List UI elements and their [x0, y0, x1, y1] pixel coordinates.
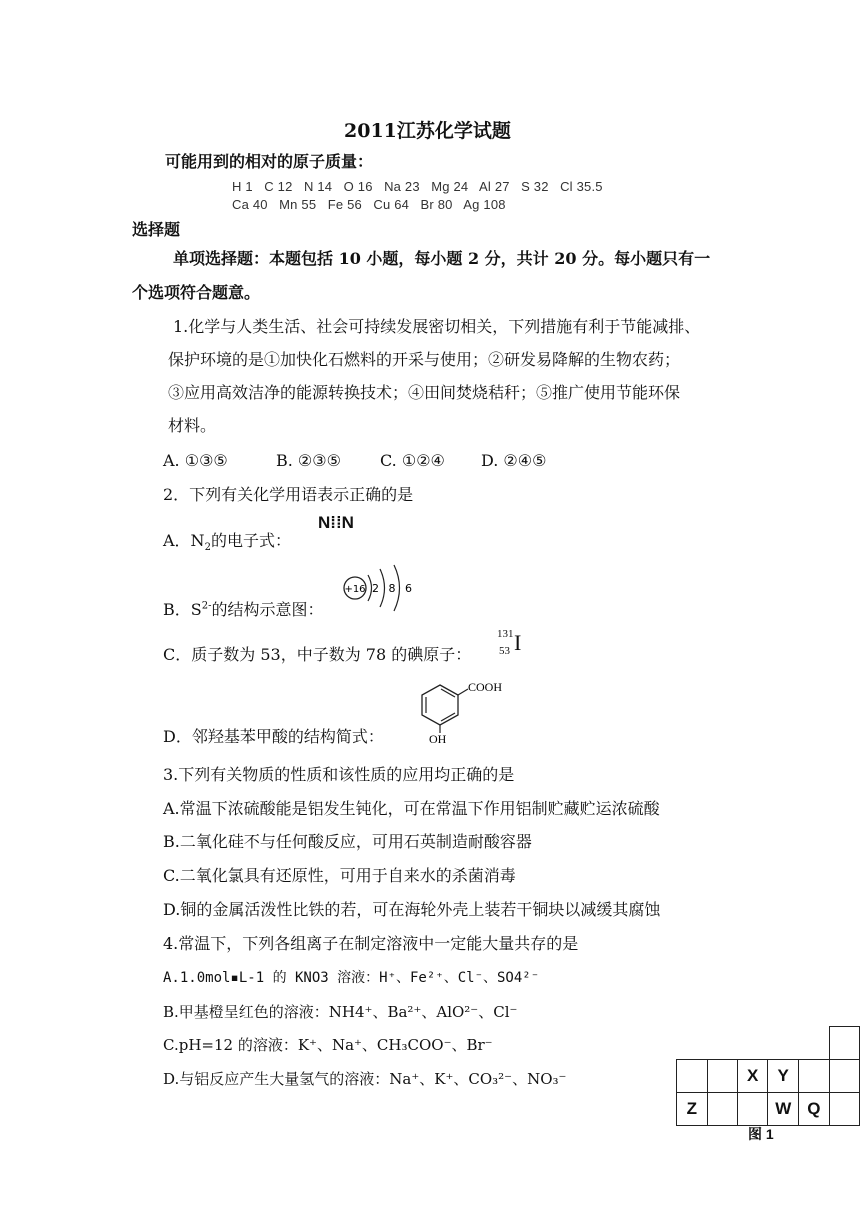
atomic-mass-line-2: Ca 40 Mn 55 Fe 56 Cu 64 Br 80 Ag 108	[232, 197, 506, 212]
grid-cell	[737, 1093, 768, 1126]
electron-shells: 2 8 6	[372, 582, 415, 595]
instruction-line-1: 单项选择题：本题包括 10 小题，每小题 2 分，共计 20 分。每小题只有一	[173, 249, 711, 268]
question-4-stem: 4.常温下，下列各组离子在制定溶液中一定能大量共存的是	[163, 934, 579, 953]
grid-cell	[799, 1027, 830, 1060]
grid-cell	[768, 1027, 799, 1060]
question-4-option-a: A.1.0mol▪L-1 的 KNO3 溶液：H⁺、Fe²⁺、Cl⁻、SO4²⁻	[163, 970, 540, 986]
question-3-option-b: B.二氧化硅不与任何酸反应，可用石英制造耐酸容器	[163, 832, 532, 851]
sulfide-ion-structure-diagram	[338, 563, 418, 613]
question-2-option-d: D．邻羟基苯甲酸的结构简式：	[163, 727, 384, 746]
question-1-line-3: ③应用高效洁净的能源转换技术；④田间焚烧秸秆；⑤推广使用节能环保	[168, 383, 681, 402]
instruction-line-2: 个选项符合题意。	[132, 283, 261, 302]
atomic-mass-line-1: H 1 C 12 N 14 O 16 Na 23 Mg 24 Al 27 S 32 Cl 35.5	[232, 179, 603, 194]
question-1-option-b: B. ②③⑤	[276, 451, 341, 470]
question-4-option-b: B.甲基橙呈红色的溶液：NH4⁺、Ba²⁺、AlO²⁻、Cl⁻	[163, 1003, 518, 1021]
grid-cell	[677, 1027, 708, 1060]
grid-cell	[799, 1060, 830, 1093]
figure-1-periodic-grid	[676, 1026, 860, 1126]
grid-cell	[677, 1060, 708, 1093]
question-2-option-c: C．质子数为 53，中子数为 78 的碘原子：	[163, 645, 472, 664]
cooh-label: COOH	[468, 680, 503, 694]
grid-cell	[707, 1027, 737, 1060]
question-3-option-d: D.铜的金属活泼性比铁的若，可在海轮外壳上装若干铜块以减缓其腐蚀	[163, 900, 661, 919]
question-3-stem: 3.下列有关物质的性质和该性质的应用均正确的是	[163, 765, 515, 784]
oh-label: OH	[429, 732, 447, 745]
iodine-atomic-number: 53	[499, 645, 510, 657]
page-title: 2011江苏化学试题	[344, 120, 511, 142]
atomic-mass-heading: 可能用到的相对的原子质量：	[165, 152, 374, 171]
grid-cell-z: Z	[677, 1093, 708, 1126]
nucleus-charge: +16	[344, 584, 366, 595]
question-1-line-2: 保护环境的是①加快化石燃料的开采与使用；②研发易降解的生物农药；	[168, 350, 681, 369]
question-1-option-a: A. ①③⑤	[163, 451, 228, 470]
iodine-symbol: I	[514, 630, 522, 655]
grid-cell	[829, 1027, 859, 1060]
grid-cell-w: W	[768, 1093, 799, 1126]
question-4-option-c: C.pH=12 的溶液：K⁺、Na⁺、CH₃COO⁻、Br⁻	[163, 1036, 493, 1054]
question-3-option-c: C.二氧化氯具有还原性，可用于自来水的杀菌消毒	[163, 866, 516, 885]
grid-cell	[829, 1060, 859, 1093]
question-2-option-b: B．$S^{2-}$的结构示意图：	[163, 600, 324, 619]
figure-1-caption: 图 1	[748, 1126, 774, 1142]
question-1-option-c: C. ①②④	[380, 451, 445, 470]
hydroxybenzoic-acid-structure	[410, 675, 520, 745]
grid-cell	[707, 1093, 737, 1126]
grid-cell	[737, 1027, 768, 1060]
question-1-option-d: D. ②④⑤	[481, 451, 547, 470]
question-4-option-d: D.与铝反应产生大量氢气的溶液：Na⁺、K⁺、CO₃²⁻、NO₃⁻	[163, 1070, 567, 1088]
grid-cell-y: Y	[768, 1060, 799, 1093]
grid-cell	[707, 1060, 737, 1093]
grid-cell	[829, 1093, 859, 1126]
iodine-mass-number: 131	[497, 628, 514, 640]
grid-cell-x: X	[737, 1060, 768, 1093]
question-3-option-a: A.常温下浓硫酸能是铝发生钝化，可在常温下作用铝制贮藏贮运浓硫酸	[163, 799, 660, 818]
question-2-stem: 2．下列有关化学用语表示正确的是	[163, 485, 414, 504]
question-1-line-4: 材料。	[168, 416, 217, 435]
grid-cell-q: Q	[799, 1093, 830, 1126]
question-2-option-a: A．$N_2$的电子式：	[163, 531, 291, 554]
question-1-line-1: 1.化学与人类生活、社会可持续发展密切相关，下列措施有利于节能减排、	[173, 317, 701, 336]
section-heading: 选择题	[132, 220, 181, 239]
nitrogen-electron-formula: N⁞⁞N	[318, 513, 354, 532]
